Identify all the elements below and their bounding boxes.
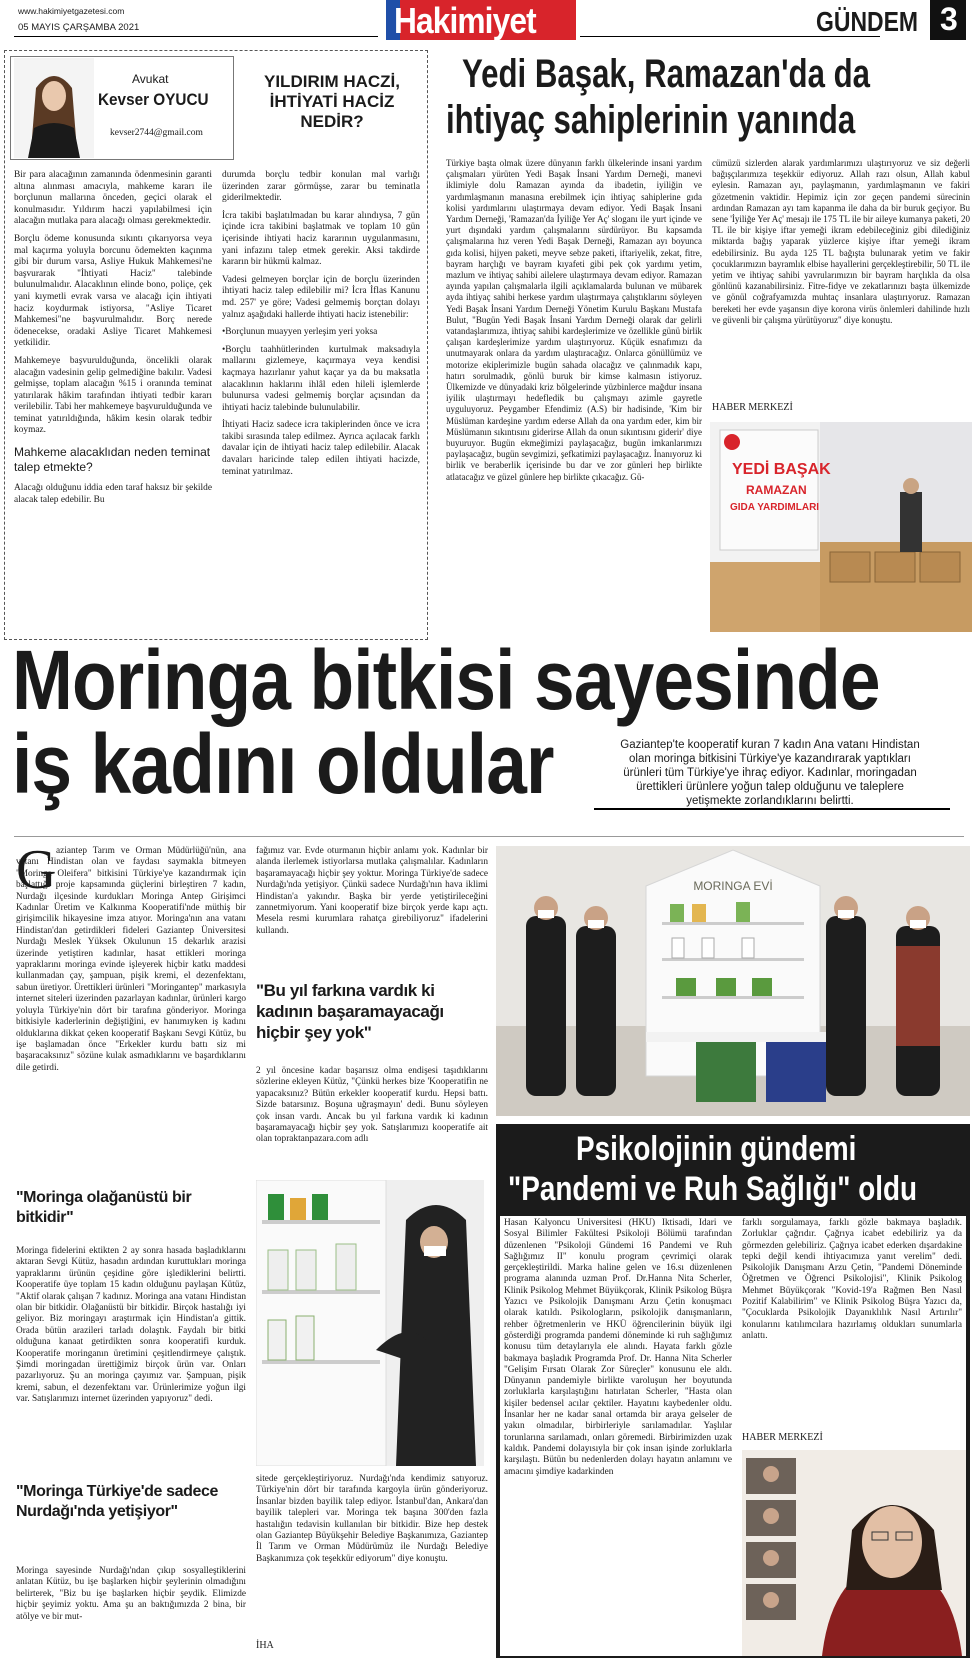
article2-spot-rule <box>594 808 950 810</box>
article2-headline-line1: Moringa bitkisi sayesinde <box>12 633 880 727</box>
article1-col2: cümüzü sizlerden alarak yardımlarımızı ulaştırıyoruz ve siz değerli bağışçılarımıza teşekkür ediyoruz. Allah razı olsun, Allah kabul eylesin. Ramazan ayı, paylaşmanın, yardımlaşmanın ve fakiri gözetmenin vaktidir. Hepimiz için zor geçen pandemi sürecinin ardından Ramazan ayı tam kapanma ile daha da bir buruk geçiyor. Bu sene 'İyiliğe Yer Aç' mesajı ile 175 TL ile bir aileye kumanya paketi, 20 TL ile bir kişiye iftar yemeği ikram edebileceğiniz gibi dilediğiniz miktarda bağış yaparak yüzlerce kişiye iftar yemeği ikram edebilirsiniz. Bu ayda 125 TL bağışta bulunarak yetim ve fakir çocuklarımızın bayramlık elbise hayallerini gerçekleştirebilir, 50 TL ile yetim ve ihtiyaç sahibi yavrularımızın bir bayram harçlıkla da olsa gönlünü kazanabilirsiniz. Fitre-fidye ve zekatlarınızı başta ülkemizde ve gönül coğrafyamızda muhtaç insanlara ulaştırıyoruz. Ramazan bereketi her evde yaşansın diye korona virüs önlemleri dahilinde hızlı ve güvenli bir çalışma yürütüyoruz" diye konuştu. <box>712 158 970 325</box>
article2-col1: aziantep Tarım ve Orman Müdürlüğü'nün, ana vatanı Hindistan olan ve faydası saymakla bitmeyen "Moringa Oleifera" bitkisini Türkiye'ye kazandırmak için başlattığı proje kapsamında güçlerini birleştiren 7 kadın, Nurdağı ilçesinde kurdukları Moringa Antep Girişimci Kadınlar Üretim ve Kalkınma Kooperatifi'nde müthiş bir girişimcilik hikayesine imza atıyor. Moringa'nın ana vatanı Hindistan'dan getirdikleri fideleri Gaziantep Üniversitesi Nurdağı Meslek Yüksek Okulunun 15 dekarlık arazisi üzerinde yetiştiren kadınlar, hasat ettikleri moringa yapraklarını moringa evinde işleyerek hiçbir katkı maddesi kullanmadan çay, şampuan, pişik kremi, el dezenfektanı, sabun üretiyor. Ürettikleri ürünleri "Moringantep" markasıyla internet siteleri üzerinden pazarlayan kadınlar, ürünleri kargo yoluyla Türkiye'nin dört bir tarafına gönderiyor. Moringa bitkisiyle kaderlerinin değiştiğini, ev hanımıyken iş kadını olduklarına dikkat çeken kooperatif Başkanı Sevgi Kütüz, bu işe başlamadan önce "Erkekler kurdu battı siz mi başaracaksınız" sözüne kulak asmadıklarını ve başardıklarını dile getirdi. <box>16 846 246 1073</box>
article2-sub3-text: 2 yıl öncesine kadar başarısız olma endişesi taşıdıklarını sözlerine ekleyen Kütüz, "Çünkü herkes bize 'Kooperatifin ne yapacaksınız? Bütün erkekler kooperatif kurdu. Hepsi battı. Sizde batarsınız. Boşuna uğraşmayın' dedi. Bunu söyleyen çok insan vardı. Ancak bu yıl farkına vardık ki kadının başaramayacağı hiçbir şey yok. Satışlarımızı kooperatife ait olan topraktanpazara.com adlı <box>256 1066 488 1145</box>
article2-headline-line2: iş kadını oldular <box>12 717 554 811</box>
article3-byline: HABER MERKEZİ <box>742 1432 823 1443</box>
column-col1 <box>14 170 212 512</box>
author-photo <box>14 58 94 158</box>
article2-spot: Gaziantep'te kooperatif kuran 7 kadın Ana vatanı Hindistan olan moringa bitkisini Türkiye'ye kazandırarak yaptıkları ürünleri tüm Türkiye'ye ihraç ediyor. Kadınlar, moringadan ürettikleri ürünlere yoğun talep olduğunu ve taleplere yetişmekte zorlandıklarını belirtti. <box>620 739 920 807</box>
column-paragraph: durumda borçlu tedbir konulan mal varlığı üzerinden zarar görmüşse, zarar bu teminatla giderilmektedir. <box>222 170 420 204</box>
article1-headline-line1: Yedi Başak, Ramazan'da da <box>462 52 871 96</box>
column-paragraph: İhtiyati Haciz sadece icra takiplerinden önce ve icra takibi sırasında talep edilmez. Ayrıca açılacak farklı davalar için de ihtiyati haciz talep edilebilir. Alacak davaları haricinde talep edilen ihtiyati hacizde, teminat yatırılmaz. <box>222 420 420 477</box>
article3-col2: farklı sorgulamaya, farklı gözle bakmaya başladık. Zorluklar çağrıdır. Çağrıya icabet edebiliriz ya da görmezden gelebiliriz. Çağrıya icabet ederken dışardakine tepki değil kendi ihtiyacımıza yanıt verelim" dedi. Psikolojik Danışmanı Arzu Çetin, "Pandemi Döneminde Öğretmen ve Öğrenci Psikolojisi", Klinik Psikolog Mehmet Büyükçorak "Kovid-19'a Rağmen Ben Nasıl Pozitif Kalabilirim" ve Klinik Psikolog Büşra Yazıcı da, "Çocuklarda Psikolojik Dayanıklılık Nasıl Artırılır" konularını katılımcılara hazırlamış oldukları sunumlarla anlattı. <box>742 1218 962 1341</box>
author-email: kevser2744@gmail.com <box>110 128 203 138</box>
article2-byline: İHA <box>256 1640 274 1651</box>
article2-sub2-text: Moringa sayesinde Nurdağı'ndan çıkıp sosyalleştiklerini anlatan Kütüz, bu işe başlarken hiçbir şeylerinin olmadığını belirterek, "Biz bu işe başlarken hiçbir şeydik. Elimizde hiçbir şeyimiz yoktu. Ama şu an baktığımızda 2 bina, bir atölye ve bir mut- <box>16 1566 246 1622</box>
article2-col2-bottom: sitede gerçekleştiriyoruz. Nurdağı'nda kendimiz satıyoruz. Türkiye'nin dört bir tarafında kargoyla ürün gönderiyoruz. İnsanlar bizden bayilik talep ediyor. İstanbul'dan, Ankara'dan bayilik talepleri var. Moringa tek başına 300'den fazla hastalığın tedavisin kullanılan bir bitkidir. Bize hep destek olan Gaziantep Büyükşehir Belediye Başkanımıza, Gaziantep İl Tarım ve Orman Müdürümüz ile Nurdağı Belediye Başkanımıza çok teşekkür ediyorum" diye konuştu. <box>256 1474 488 1564</box>
article2-photo-shelf <box>256 1180 484 1466</box>
article2-sub2: "Moringa Türkiye'de sadece Nurdağı'nda yetişiyor" <box>16 1483 218 1520</box>
column-title: YILDIRIM HACZİ, İHTİYATİ HACİZ NEDİR? <box>264 72 400 131</box>
article2-sub1: "Moringa olağanüstü bir bitkidir" <box>16 1189 192 1226</box>
article2-sub3: "Bu yıl farkına vardık ki kadının başaramayacağı hiçbir şey yok" <box>256 981 444 1042</box>
column-paragraph: Alacağı olduğunu iddia eden taraf haksız bir şekilde alacak talep edebilir. Bu <box>14 483 212 505</box>
article2-photo-group <box>496 846 970 1116</box>
article2-col2-top: fağımız var. Evde oturmanın hiçbir anlamı yok. Kadınlar bir alanda ilerlemek istiyorlarsa mutlaka çalışmalılar. Kadınların başaramayacağı hiçbir şey yoktur. Moringa Türkiye'de sadece Nurdağı'nda yetişiyor. Çünkü sadece Nurdağı'nın hava iklimi Hindistan'a yakındır. Başka bir yerde yetiştirileceğini zannetmiyorum. Yani kooperatif bize birçok yerde kapı açtı. Mesela resmi kurumlara rahatça girebiliyoruz" ifadelerini kullandı. <box>256 846 488 936</box>
column-paragraph: Mahkemeye başvurulduğunda, öncelikli olarak alacağın vadesinin gelip gelmediğine bakılır. Vadesi gelmişse, toplam alacağın %15 i oranında teminat yatırılarak hâkim tarafından ihtiyati tedbir kararı verilebilir. Tabi her mahkemeye başvurulduğunda ve teminat yatırıldığında, hâkim kesin olarak tedbir koymaz. <box>14 355 212 436</box>
column-col2 <box>222 170 420 484</box>
column-paragraph: Bir para alacağının zamanında ödenmesinin garanti altına alınması amacıyla, mahkeme kararı ile borçlunun mallarına önceden, geçici olarak el konulmasıdır. Yıldırım haczi yapılabilmesi için alacağın mutlaka para alacağı olması gerekmektedir. <box>14 170 212 227</box>
article3-photo <box>742 1450 966 1656</box>
article2-sub1-text: Moringa fidelerini ektikten 2 ay sonra hasada başladıklarını aktaran Sevgi Kütüz, hasadın ardından kuruttukları moringa yapraklarını ürünün çeşidine göre işlediklerini belirtti. Kooperatife üye toplam 15 kadın olduğunu paylaşan Kütüz, "Aktif olarak çalışan 7 kadınız. Moringa ana vatanı Hindistan olan bir bitkidir. Olağanüstü bir bitkidir. Birçok hastalığı iyi geliyor. Biz moringayı araştırmak için Hindistan'a gittik. Orada bütün arazileri tarladı dolaştık. Faydalı bir bitki olduğuna kanaat getirdikten sonra kooperatifi kurduk. Kooperatife moringanın üretimini çeşitlendirmeye çalıştık. Şimdi moringadan ürettiğimiz birçok ürün var. Onları pazarlıyoruz. Şu an moringa çayımız var. Şampuan, pişik kremi, sabun, el dezenfektanı var. Ürünlerimize yoğun ilgi var. Satışlarımızı internet üzerinden yapıyoruz" dedi. <box>16 1246 246 1405</box>
header-line <box>14 36 378 37</box>
article2-top-rule <box>14 836 964 837</box>
article2-dropcap: G <box>16 839 57 901</box>
photo-banner-line1: YEDİ BAŞAK <box>732 461 831 478</box>
column-paragraph: Borçlu ödeme konusunda sıkıntı çıkarıyorsa veya mal kaçırma yoluyla borcunu ödemekten kaçınma gibi bir durum varsa, Asliye Hukuk Mahkemesi'ne başvurarak "İhtiyati Haciz" talebinde bulunulmalıdır. Alacaklının elinde bono, poliçe, çek yani kıymetli evrak varsa ve alacağı için ihtiyati haciz koydurmak istiyorsa, "Asliye Ticaret Mahkemesi"ne başvurulmalıdır. Borç nerede ödenecekse, oradaki Asliye Ticaret Mahkemesi yetkilidir. <box>14 233 212 349</box>
header-date: 05 MAYIS ÇARŞAMBA 2021 <box>18 22 140 33</box>
article3-headline-line2: "Pandemi ve Ruh Sağlığı" oldu <box>508 1170 918 1208</box>
section-title: GÜNDEM <box>816 6 919 37</box>
photo-banner-line2: RAMAZAN <box>746 483 807 497</box>
article1-headline-line2: ihtiyaç sahiplerinin yanında <box>446 98 856 142</box>
photo-sign-text: MORINGA EVİ <box>693 879 773 893</box>
article1-byline: HABER MERKEZİ <box>712 402 793 413</box>
brand-logo-text: Hakimiyet <box>394 0 536 41</box>
header-website: www.hakimiyetgazetesi.com <box>18 6 125 16</box>
column-paragraph: •Borçlu taahhütlerinden kurtulmak maksadıyla mallarını gizlemeye, kaçırmaya veya kendisi kaçmaya hazırlanır yahut kaçar ya da bu maksatla alacaklının haklarını ihlâl eden hileli işlemlerde bulunursa vadesi gelmemiş borçlar açısından da ihtiyati haciz talebinde bulunulabilir. <box>222 344 420 413</box>
column-paragraph: Vadesi gelmeyen borçlar için de borçlu üzerinden ihtiyati haciz talep edilebilir mi? İcra İflas Kanunu md. 257' ye göre; Vadesi gelmemiş borçtan dolayı yalnız aşağıdaki hallerde ihtiyati haciz istenebilir: <box>222 274 420 320</box>
column-paragraph: •Borçlunun muayyen yerleşim yeri yoksa <box>222 327 378 338</box>
page-number: 3 <box>940 1 958 37</box>
photo-banner-line3: GIDA YARDIMLARI <box>730 502 820 513</box>
article1-col1: Türkiye başta olmak üzere dünyanın farklı ülkelerinde insani yardım çalışmaları yürüten Yedi Başak İnsani Yardım Derneği, manevi iklimiyle dolu Ramazan ayında da ibadetin, iyiliğin ve yardımlaşmanın manasına erebilmek için ihtiyaç sahiplerine gıda kolisi yardımlarını ulaştırmaya devam ediyor. Yedi Başak İnsani Yardım Derneği, 'Ramazan'da İyiliğe Yer Aç' sloganı ile yurt içinde ve yurt dışındaki yardım çalışmalarını sürdürüyor. Bu kapsamda çalışmalarına hız veren Yedi Başak Derneği, Ramazan ayı boyunca gıda kolisi, hijyen paketi, meyve sebze paketi, iftariyelik, zekat, fitre, bayram harçlığı ve bayram kıyafeti gibi pek çok yardımı yetim, mazlum ve ihtiyaç sahibi ailelere ulaştırmaya devam ediyor. Ramazan ayında yapılan çalışmalarla ilgili açıklamalarda bulunan ve mübarek ayda ihtiyaç sahibi herkese yardım ulaştırmaya çalıştıklarını söyleyen Yedi Başak İnsani Yardım Derneği Yönetim Kurulu Başkanı Mustafa Bulut, "Bugün Yedi Başak İnsani Yardım Derneği olarak dar gelirli vatandaşlarımıza, ihtiyaç sahibi kardeşlerimize ve özellikle günü birlik çalışan kardeşlerimize yardım ulaştırıyoruz. Küçük esnafımızı da unutmayarak onlara da yardım ulaştıracağız. Onlarca gönüllümüz ve motorize ekiplerimizle bugün sahada olacağız ve çalınmadık kapı, hatırı sorulmadık, gönlü buruk bir kimse kalmasın istiyoruz. Ülkemizde ve dünyadaki kriz bölgelerinde yüzbinlerce mağdur insana iyilik ulaştırmayı hedefledik bu çalışmayı azimle gayretle uyguluyoruz. Peygamber Efendimiz (A.S) bir hadisinde, 'Kim bir Müslüman kardeşine yardım ederse Allah da ona yardım eder, kim bir Müslümanın sıkıntısını giderirse Allah da onun sıkıntısını giderir' diye buyuruyor. Bugün ekmeğimizi paylaşacağız, bugün imkanlarımızı paylaşacağız, bugün sevgimizi, şefkatimizi paylaşacağız. İnanıyoruz ki birlik ve beraberlik içerisinde bu dar ve zor günleri hep birlikte atlatacağız ve güzel günlere hep birlikte çıkacağız. Gü- <box>446 158 702 482</box>
article3-headline-line1: Psikolojinin gündemi <box>576 1130 857 1168</box>
author-name: Kevser OYUCU <box>98 90 209 109</box>
author-role: Avukat <box>132 72 169 86</box>
column-paragraph: İcra takibi başlatılmadan bu karar alındıysa, 7 gün içinde icra takibini başlatmak ve toplam 10 gün içerisinde ihtiyati haciz kararının uygulanmasını, yani infazını talep etmek gerekir. Aksi takdirde kararın bir hükmü kalmaz. <box>222 210 420 268</box>
column-subhead: Mahkeme alacaklıdan neden teminat talep etmekte? <box>14 445 211 475</box>
article3-col1: Hasan Kalyoncu Üniversitesi (HKÜ) İktisadi, İdari ve Sosyal Bilimler Fakültesi Psikoloji Bölümü tarafından düzenlenen "Psikoloji Gündemi 16 Pandemi ve Ruh Sağlığımız II" konulu program çevrimiçi olarak gerçekleştirildi. Marka haline gelen ve 16.sı düzenlenen programa alanında uzman Prof. Dr.Hanna Nita Scherler, Klinik Psikolog Mehmet Büyükçorak, Klinik Psikolog Büşra Yazıcı ve Psikolojik Danışmanı Arzu Çetin konuşmacı olarak katıldı. Psikologların, psikolojik danışmanların, rehber öğretmenlerin ve HKÜ öğrencilerinin büyük ilgi gösterdiği programda pandemi döneminde ki ruh sağlığımız konusu tüm detaylarıyla ele alındı. Hayata farklı gözle bakmaya başladık Programda Prof. Dr. Hanna Nita Scherler "Gelişim Fırsatı Olarak Zor Süreçler" konusunu ele aldı. Dünyanın pandemiyle birlikte varoluşun her boyutunda zorluklarla karşılaştığını hatırlatan Scherler, "Hasta olan kişiler bedensel acılar çektiler. Hayatını kaybedenler oldu. İnsanlar her ne kadar sanal ortamda bir araya gelseler de yakın olmadılar, birbirleriyle sarılamadılar. Yaşlılar torunlarına sarılamadı, onları göremedi. Birbirimizden uzak kaldık. Pandemi dolayısıyla bir çok insan işinde zorluklarla karşılaştı. Bütün bu nedenlerden dolayı hayatın anlamını ve amacını şimdiye kadarkinden <box>504 1218 732 1477</box>
article1-photo <box>710 422 972 632</box>
